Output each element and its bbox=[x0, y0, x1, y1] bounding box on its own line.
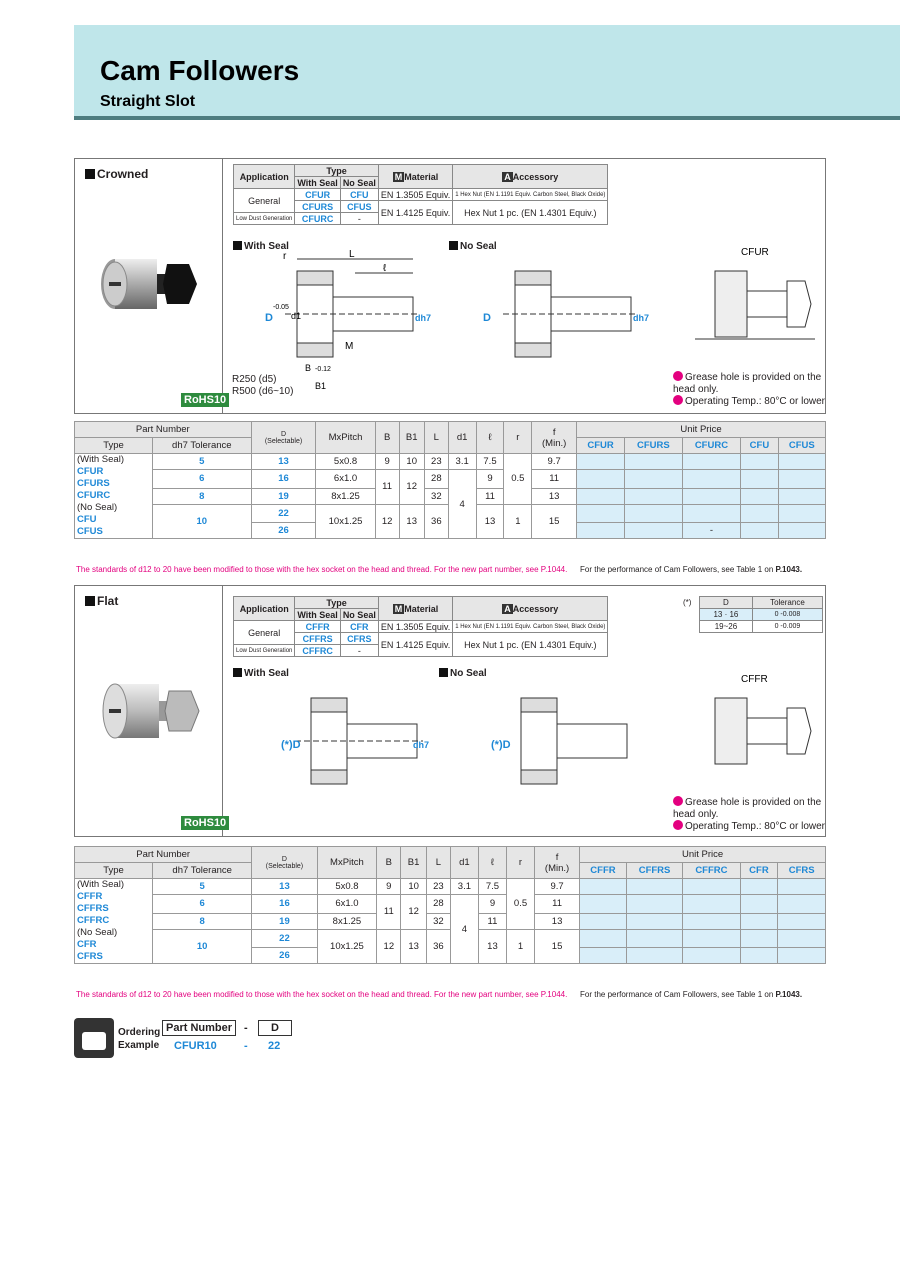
flat-no-seal-drawing bbox=[435, 676, 635, 826]
cell: CFUS bbox=[340, 201, 378, 213]
dim-L: L bbox=[349, 249, 355, 260]
order-ex-D: 22 bbox=[268, 1040, 281, 1052]
L-cell: 32 bbox=[426, 913, 450, 929]
cell: General bbox=[234, 621, 295, 645]
D-cell: 13 bbox=[252, 879, 317, 895]
th-price: CFFRS bbox=[626, 863, 682, 879]
cell: Low Dust Generation bbox=[234, 645, 295, 657]
rohs-badge: RoHS10 bbox=[181, 393, 229, 407]
th-part-number: Part Number bbox=[75, 422, 252, 438]
B1-cell: 13 bbox=[399, 504, 424, 539]
th-unit-price: Unit Price bbox=[580, 847, 826, 863]
dh7-cell: 6 bbox=[153, 895, 252, 914]
cell: Hex Nut 1 pc. (EN 1.4301 Equiv.) bbox=[453, 201, 608, 225]
D-cell: 22 bbox=[252, 929, 317, 948]
th-f: f (Min.) bbox=[535, 847, 580, 879]
cell: EN 1.4125 Equiv. bbox=[378, 633, 452, 657]
th-unit-price: Unit Price bbox=[577, 422, 826, 438]
cell: 1 Hex Nut (EN 1.1191 Equiv. Carbon Steel, Black Oxide) bbox=[453, 189, 608, 201]
l-cell: 13 bbox=[478, 929, 506, 964]
th-mxpitch: MxPitch bbox=[317, 847, 377, 879]
D-cell: 26 bbox=[252, 948, 317, 964]
r250-label: R250 (d5) bbox=[232, 374, 277, 385]
th-type: Type bbox=[295, 165, 378, 177]
th-d1: d1 bbox=[450, 847, 478, 879]
L-cell: 36 bbox=[426, 929, 450, 964]
flat-product-photo bbox=[97, 676, 203, 746]
th-price: CFFRC bbox=[683, 863, 740, 879]
dim-dh7: dh7 bbox=[633, 313, 650, 323]
L-cell: 28 bbox=[426, 895, 450, 914]
cell: 0 -0.008 bbox=[752, 609, 822, 621]
th-type: Type bbox=[75, 438, 153, 454]
th-r: r bbox=[504, 422, 532, 454]
crowned-title: Crowned bbox=[85, 167, 148, 181]
th-price: CFR bbox=[740, 863, 778, 879]
th-application: Application bbox=[234, 597, 295, 621]
th-price: CFUR bbox=[577, 438, 625, 454]
crowned-image-box bbox=[75, 159, 227, 413]
dim-dh7: dh7 bbox=[413, 740, 430, 750]
cell: - bbox=[340, 645, 378, 657]
info-icon bbox=[673, 796, 683, 806]
th-D: D bbox=[700, 597, 753, 609]
th-f: f (Min.) bbox=[532, 422, 577, 454]
dim-D: (*)D bbox=[491, 739, 511, 751]
B-cell: 11 bbox=[375, 470, 399, 505]
cell: CFUR bbox=[295, 189, 340, 201]
th-d1: d1 bbox=[448, 422, 476, 454]
flat-data-table bbox=[74, 846, 826, 964]
cell: EN 1.3505 Equiv. bbox=[378, 621, 452, 633]
D-cell: 19 bbox=[251, 488, 316, 504]
dim-B: B bbox=[305, 363, 312, 373]
f-cell: 15 bbox=[532, 504, 577, 539]
order-ex-dash: - bbox=[244, 1040, 248, 1052]
dim-dh7: dh7 bbox=[415, 313, 432, 323]
th-price: CFRS bbox=[778, 863, 826, 879]
info-icon bbox=[673, 395, 683, 405]
dim-M: M bbox=[345, 341, 354, 352]
cell: CFRS bbox=[340, 633, 378, 645]
mx-cell: 10x1.25 bbox=[317, 929, 377, 964]
th-accessory: A Accessory bbox=[453, 165, 608, 189]
flat-application-table bbox=[233, 596, 608, 657]
mx-cell: 6x1.0 bbox=[317, 895, 377, 914]
D-cell: 16 bbox=[251, 470, 316, 489]
th-l: ℓ bbox=[476, 422, 504, 454]
cell: 13 · 16 bbox=[700, 609, 753, 621]
th-D: D (Selectable) bbox=[252, 847, 317, 879]
r-cell: 1 bbox=[504, 504, 532, 539]
B-cell: 9 bbox=[377, 879, 401, 895]
cell: CFFRS bbox=[295, 633, 340, 645]
note-grease: Grease hole is provided on the head only. bbox=[673, 797, 822, 820]
mx-cell: 8x1.25 bbox=[316, 488, 375, 504]
th-L: L bbox=[424, 422, 448, 454]
D-cell: 26 bbox=[251, 523, 316, 539]
D-cell: 16 bbox=[252, 895, 317, 914]
B-cell: 9 bbox=[375, 454, 399, 470]
th-dh7: dh7 Tolerance bbox=[153, 863, 252, 879]
th-no-seal: No Seal bbox=[340, 177, 378, 189]
order-dash: - bbox=[244, 1022, 248, 1034]
footnote2-crowned: For the performance of Cam Followers, see Table 1 on P.1043. bbox=[580, 565, 803, 574]
th-type: Type bbox=[75, 863, 153, 879]
side-label: CFFR bbox=[741, 674, 768, 685]
th-price: CFU bbox=[741, 438, 779, 454]
th-B: B bbox=[375, 422, 399, 454]
dh7-cell: 10 bbox=[153, 929, 252, 964]
footnote-flat: The standards of d12 to 20 have been modified to those with the hex socket on the head and thread. For the new part number, see P.1044. bbox=[76, 990, 568, 999]
crowned-application-table bbox=[233, 164, 608, 225]
th-part-number: Part Number bbox=[75, 847, 252, 863]
r500-label: R500 (d6~10) bbox=[232, 386, 294, 397]
D-cell: 19 bbox=[252, 913, 317, 929]
f-cell: 13 bbox=[535, 913, 580, 929]
dh7-cell: 8 bbox=[153, 913, 252, 929]
no-seal-label: No Seal bbox=[439, 668, 487, 679]
ordering-example bbox=[74, 1018, 374, 1060]
l-cell: 7.5 bbox=[476, 454, 504, 470]
th-material: M Material bbox=[378, 597, 452, 621]
dim-D-tol: -0.05 bbox=[273, 304, 289, 311]
r-cell: 0.5 bbox=[506, 879, 534, 930]
B1-cell: 12 bbox=[399, 470, 424, 505]
L-cell: 23 bbox=[424, 454, 448, 470]
th-with-seal: With Seal bbox=[295, 177, 340, 189]
th-price: CFURS bbox=[625, 438, 683, 454]
cell: EN 1.4125 Equiv. bbox=[378, 201, 452, 225]
info-icon bbox=[673, 820, 683, 830]
note-temp: Operating Temp.: 80°C or lower bbox=[673, 820, 825, 833]
dim-l: ℓ bbox=[383, 263, 387, 274]
l-cell: 9 bbox=[476, 470, 504, 489]
B1-cell: 12 bbox=[401, 895, 427, 930]
l-cell: 11 bbox=[478, 913, 506, 929]
cell: 0 -0.009 bbox=[752, 621, 822, 633]
f-cell: 15 bbox=[535, 929, 580, 964]
crowned-data-table bbox=[74, 421, 826, 539]
note-grease: Grease hole is provided on the head only. bbox=[673, 372, 822, 395]
B-cell: 12 bbox=[377, 929, 401, 964]
f-cell: 9.7 bbox=[535, 879, 580, 895]
f-cell: 11 bbox=[532, 470, 577, 489]
l-cell: 9 bbox=[478, 895, 506, 914]
info-icon bbox=[673, 371, 683, 381]
th-mxpitch: MxPitch bbox=[316, 422, 375, 454]
th-application: Application bbox=[234, 165, 295, 189]
l-cell: 7.5 bbox=[478, 879, 506, 895]
th-L: L bbox=[426, 847, 450, 879]
page-header bbox=[74, 25, 900, 120]
dim-D: D bbox=[265, 312, 273, 324]
r-cell: 1 bbox=[506, 929, 534, 964]
th-material: M Material bbox=[378, 165, 452, 189]
D-cell: 13 bbox=[251, 454, 316, 470]
th-B1: B1 bbox=[401, 847, 427, 879]
cell: CFURC bbox=[295, 213, 340, 225]
l-cell: 11 bbox=[476, 488, 504, 504]
th-price: CFUS bbox=[778, 438, 825, 454]
dh7-cell: 5 bbox=[153, 454, 252, 470]
th-price: CFURC bbox=[682, 438, 740, 454]
B1-cell: 10 bbox=[399, 454, 424, 470]
mx-cell: 8x1.25 bbox=[317, 913, 377, 929]
flat-with-seal-drawing bbox=[225, 676, 430, 826]
page-subtitle: Straight Slot bbox=[100, 93, 196, 110]
th-B1: B1 bbox=[399, 422, 424, 454]
order-ex-part: CFUR10 bbox=[174, 1040, 217, 1052]
footnote2-flat: For the performance of Cam Followers, see Table 1 on P.1043. bbox=[580, 990, 803, 999]
cell: General bbox=[234, 189, 295, 213]
flat-title: Flat bbox=[85, 594, 118, 608]
dim-D: D bbox=[483, 312, 491, 324]
th-tolerance: Tolerance bbox=[752, 597, 822, 609]
cell: 19~26 bbox=[700, 621, 753, 633]
cell: CFFR bbox=[295, 621, 340, 633]
type-cell: (With Seal) CFFR CFFRS CFFRC (No Seal) CFR CFRS bbox=[75, 879, 153, 964]
dh7-cell: 6 bbox=[153, 470, 252, 489]
no-seal-drawing bbox=[443, 249, 650, 399]
dim-B1: B1 bbox=[315, 381, 327, 391]
with-seal-label: With Seal bbox=[233, 668, 289, 679]
B1-cell: 10 bbox=[401, 879, 427, 895]
th-type: Type bbox=[295, 597, 378, 609]
th-price: CFFR bbox=[580, 863, 627, 879]
cell: CFU bbox=[340, 189, 378, 201]
th-with-seal: With Seal bbox=[295, 609, 340, 621]
d1-cell: 4 bbox=[448, 470, 476, 539]
L-cell: 32 bbox=[424, 488, 448, 504]
cell: EN 1.3505 Equiv. bbox=[378, 189, 452, 201]
type-cell: (With Seal) CFUR CFURS CFURC (No Seal) CFU CFUS bbox=[75, 454, 153, 539]
dh7-cell: 8 bbox=[153, 488, 252, 504]
tolerance-table bbox=[699, 596, 823, 633]
dim-d1: d1 bbox=[291, 311, 302, 321]
cell: CFURS bbox=[295, 201, 340, 213]
phone-icon bbox=[74, 1018, 114, 1058]
footnote-crowned: The standards of d12 to 20 have been modified to those with the hex socket on the head and thread. For the new part number, see P.1044. bbox=[76, 565, 568, 574]
order-part-label: Part Number bbox=[162, 1020, 236, 1036]
ordering-label: Ordering Example bbox=[118, 1027, 161, 1051]
cell: CFR bbox=[340, 621, 378, 633]
price-dash: - bbox=[682, 523, 740, 539]
th-accessory: A Accessory bbox=[453, 597, 608, 621]
note-temp: Operating Temp.: 80°C or lower bbox=[673, 395, 825, 408]
with-seal-label: With Seal bbox=[233, 241, 289, 252]
mx-cell: 6x1.0 bbox=[316, 470, 375, 489]
rohs-badge: RoHS10 bbox=[181, 816, 229, 830]
dh7-cell: 10 bbox=[153, 504, 252, 539]
th-B: B bbox=[377, 847, 401, 879]
flat-panel bbox=[74, 585, 826, 837]
th-l: ℓ bbox=[478, 847, 506, 879]
cell: CFFRC bbox=[295, 645, 340, 657]
r-cell: 0.5 bbox=[504, 454, 532, 505]
flat-image-box bbox=[75, 586, 227, 836]
cell: Hex Nut 1 pc. (EN 1.4301 Equiv.) bbox=[453, 633, 608, 657]
L-cell: 36 bbox=[424, 504, 448, 539]
cell: 1 Hex Nut (EN 1.1191 Equiv. Carbon Steel, Black Oxide) bbox=[453, 621, 608, 633]
B-cell: 11 bbox=[377, 895, 401, 930]
no-seal-label: No Seal bbox=[449, 241, 497, 252]
D-cell: 22 bbox=[251, 504, 316, 523]
B-cell: 12 bbox=[375, 504, 399, 539]
crowned-panel bbox=[74, 158, 826, 414]
crowned-product-photo bbox=[97, 249, 203, 319]
dh7-cell: 5 bbox=[153, 879, 252, 895]
L-cell: 28 bbox=[424, 470, 448, 489]
dim-D: (*)D bbox=[281, 739, 301, 751]
cell: Low Dust Generation bbox=[234, 213, 295, 225]
mx-cell: 5x0.8 bbox=[316, 454, 375, 470]
dim-B-tol: -0.12 bbox=[315, 366, 331, 373]
f-cell: 11 bbox=[535, 895, 580, 914]
side-label: CFUR bbox=[741, 247, 769, 258]
f-cell: 9.7 bbox=[532, 454, 577, 470]
page-title: Cam Followers bbox=[100, 55, 300, 86]
th-no-seal: No Seal bbox=[340, 609, 378, 621]
tol-star: (*) bbox=[683, 598, 692, 607]
mx-cell: 5x0.8 bbox=[317, 879, 377, 895]
B1-cell: 13 bbox=[401, 929, 427, 964]
d1-cell: 4 bbox=[450, 895, 478, 964]
th-dh7: dh7 Tolerance bbox=[153, 438, 252, 454]
cffr-side-drawing bbox=[695, 668, 815, 778]
d1-cell: 3.1 bbox=[448, 454, 476, 470]
f-cell: 13 bbox=[532, 488, 577, 504]
L-cell: 23 bbox=[426, 879, 450, 895]
th-r: r bbox=[506, 847, 534, 879]
cfur-side-drawing bbox=[695, 241, 815, 351]
l-cell: 13 bbox=[476, 504, 504, 539]
d1-cell: 3.1 bbox=[450, 879, 478, 895]
cell: - bbox=[340, 213, 378, 225]
dim-r: r bbox=[283, 251, 287, 262]
mx-cell: 10x1.25 bbox=[316, 504, 375, 539]
th-D: D (Selectable) bbox=[251, 422, 316, 454]
order-D-label: D bbox=[258, 1020, 292, 1036]
